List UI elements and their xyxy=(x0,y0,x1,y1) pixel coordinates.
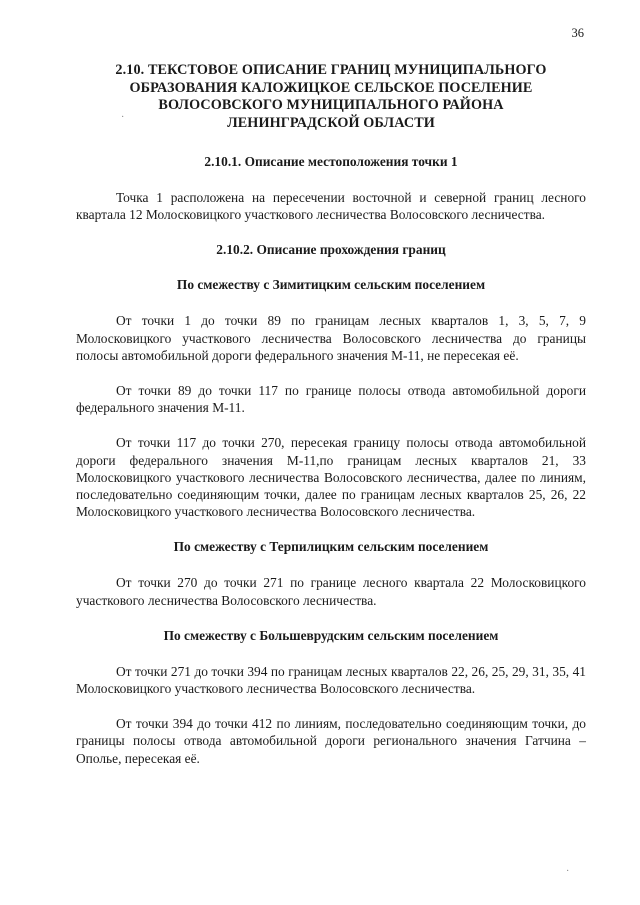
section-heading-boundaries: 2.10.2. Описание прохождения границ xyxy=(216,242,446,258)
page-number: 36 xyxy=(571,26,584,40)
title-line-2: ОБРАЗОВАНИЯ КАЛОЖИЦКОЕ СЕЛЬСКОЕ ПОСЕЛЕНИЕ xyxy=(129,79,533,96)
subheading-bolshevrud: По смежеству с Большеврудским сельским поселением xyxy=(163,627,499,643)
zimititsy-paragraph-3: От точки 117 до точки 270, пересекая границу полосы отвода автомобильной дороги федерального значения М-11,по границам лесных кварталов 21, 33 Молосковицкого участкового лесничества Волосовского лесничества, далее по линиям, последовательно соединяющим точки, далее по границам лесных кварталов 25, 26, 22 Молосковицкого участкового лесничества Волосовского лесничества. xyxy=(76,435,586,520)
section-heading-point-1: 2.10.1. Описание местоположения точки 1 xyxy=(204,154,458,169)
terpilitsy-paragraph-1: От точки 270 до точки 271 по границе лесного квартала 22 Молосковицкого участкового лесничества Волосовского лесничества. xyxy=(76,575,586,608)
subheading-zimititsy: По смежеству с Зимитицким сельским поселением xyxy=(176,277,486,293)
zimititsy-paragraph-1: От точки 1 до точки 89 по границам лесных кварталов 1, 3, 5, 7, 9 Молосковицкого участкового лесничества Волосовского лесничества до границы полосы автомобильной дороги федерального значения М-11, не пересекая её. xyxy=(76,313,586,363)
title-line-1: 2.10. ТЕКСТОВОЕ ОПИСАНИЕ ГРАНИЦ МУНИЦИПАЛЬНОГО xyxy=(115,62,547,78)
subheading-terpilitsy: По смежеству с Терпилицким сельским поселением xyxy=(173,539,489,555)
bolshevrud-paragraph-1: От точки 271 до точки 394 по границам лесных кварталов 22, 26, 25, 29, 31, 35, 41 Молосковицкого участкового лесничества Волосовского лесничества. xyxy=(76,663,586,697)
title-line-4: ЛЕНИНГРАДСКОЙ ОБЛАСТИ xyxy=(227,114,435,131)
scan-speck-top: · xyxy=(121,112,125,123)
document-body xyxy=(76,62,586,767)
zimititsy-paragraph-2: От точки 89 до точки 117 по границе полосы отвода автомобильной дороги федерального значения М-11. xyxy=(76,383,586,416)
scan-speck-bottom: · xyxy=(566,866,570,877)
document-title xyxy=(76,62,586,132)
title-line-3: ВОЛОСОВСКОГО МУНИЦИПАЛЬНОГО РАЙОНА xyxy=(158,97,504,113)
point-1-description: Точка 1 расположена на пересечении восточной и северной границ лесного квартала 12 Молосковицкого участкового лесничества Волосовского лесничества. xyxy=(76,190,586,223)
bolshevrud-paragraph-2: От точки 394 до точки 412 по линиям, последовательно соединяющим точки, до границы полосы отвода автомобильной дороги регионального значения Гатчина – Ополье, пересекая её. xyxy=(76,716,586,766)
